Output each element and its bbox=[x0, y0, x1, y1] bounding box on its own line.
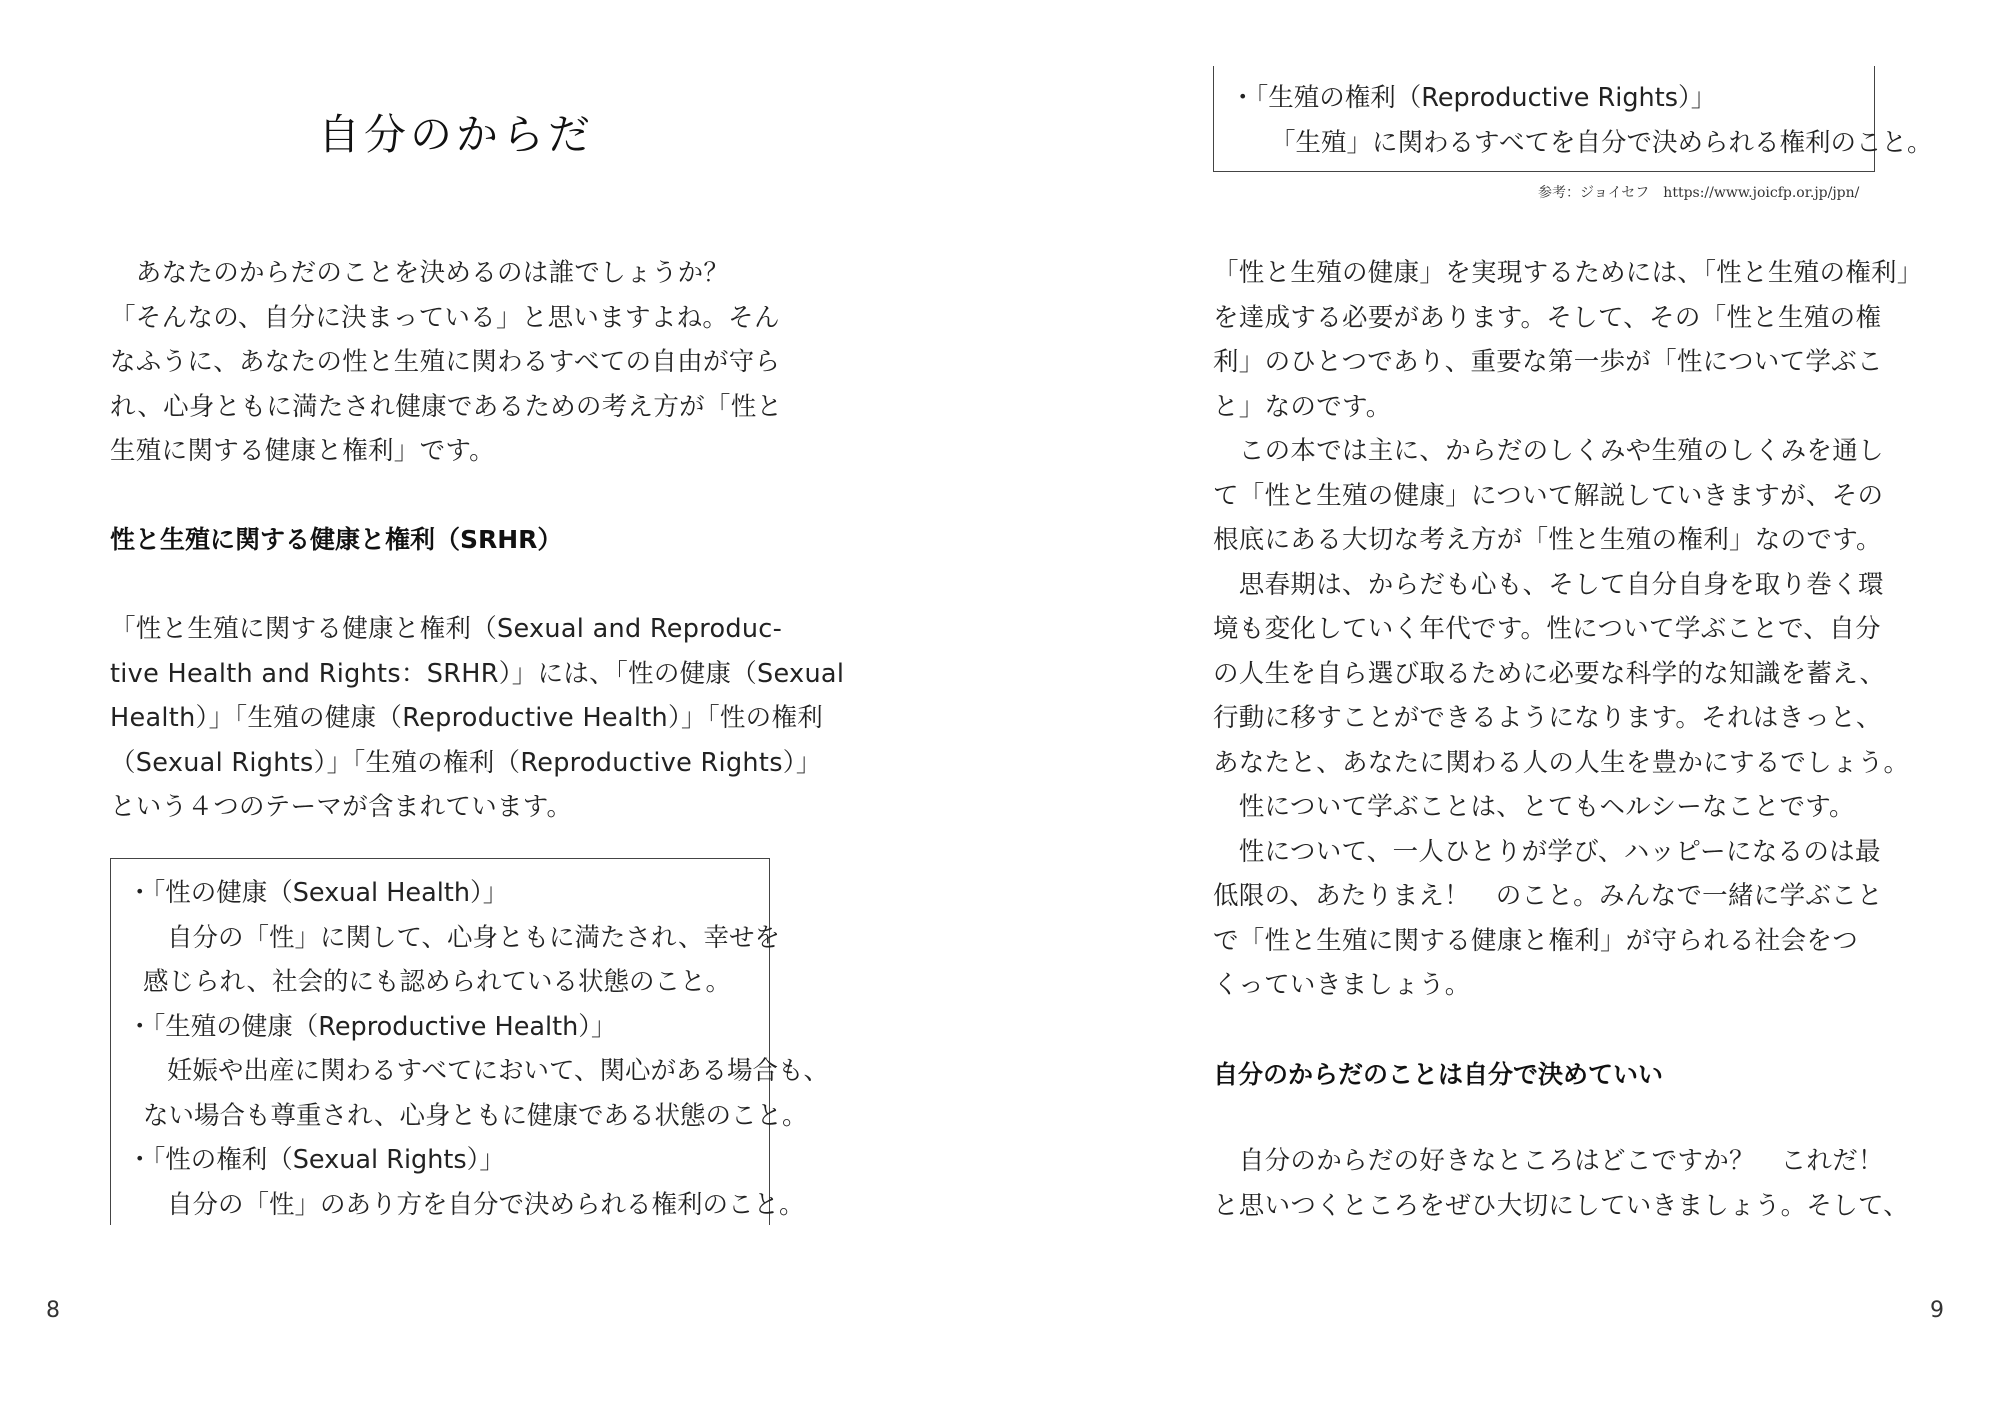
text-line: 行動に移すことができるようになります。それはきっと、 bbox=[1213, 703, 1882, 733]
closing-paragraph bbox=[1213, 1139, 1909, 1228]
text-line: で「性と生殖に関する健康と権利」が守られる社会をつ bbox=[1213, 925, 1859, 956]
definition-title: ・「生殖の権利（Reproductive Rights）」 bbox=[1230, 83, 1717, 113]
text-line: 生殖に関する健康と権利」です。 bbox=[110, 436, 495, 466]
text-line: 境も変化していく年代です。性について学ぶことで、自分 bbox=[1213, 614, 1881, 644]
reference-note: 参考：ジョイセフ https://www.joicfp.or.jp/jpn/ bbox=[1538, 185, 1860, 201]
right-page bbox=[1000, 0, 2000, 1420]
definition-title: ・「性の健康（Sexual Health）」 bbox=[127, 878, 509, 908]
definition-title: ・「生殖の健康（Reproductive Health）」 bbox=[127, 1011, 617, 1042]
text-line: この本では主に、からだのしくみや生殖のしくみを通し bbox=[1213, 436, 1884, 466]
text-line: 根底にある大切な考え方が「性と生殖の権利」なのです。 bbox=[1213, 525, 1882, 555]
intro-paragraph bbox=[110, 251, 782, 474]
definition-box-continued bbox=[1213, 66, 1933, 172]
definition-title: ・「性の権利（Sexual Rights）」 bbox=[127, 1145, 505, 1175]
definition-item bbox=[127, 1005, 829, 1139]
definition-text: 妊娠や出産に関わるすべてにおいて、関心がある場合も、 bbox=[167, 1056, 829, 1086]
main-paragraphs bbox=[1213, 251, 1923, 1008]
text-line: なふうに、あなたの性と生殖に関わるすべての自由が守ら bbox=[110, 347, 781, 377]
text-line: 低限の、あたりまえ！ のこと。みんなで一緒に学ぶこと bbox=[1213, 881, 1883, 911]
section-heading-srhr: 性と生殖に関する健康と権利（SRHR） bbox=[110, 525, 563, 554]
definitions-box bbox=[110, 858, 829, 1225]
text-line: と」なのです。 bbox=[1213, 391, 1392, 422]
definition-text: ない場合も尊重され、心身ともに健康である状態のこと。 bbox=[143, 1100, 808, 1131]
text-line: 「性と生殖の健康」を実現するためには、「性と生殖の権利」 bbox=[1213, 258, 1923, 288]
text-line: 自分のからだの好きなところはどこですか？ これだ！ bbox=[1213, 1146, 1884, 1176]
definition-item bbox=[127, 871, 829, 1005]
srhr-paragraph bbox=[110, 607, 844, 830]
definition-text: 「生殖」に関わるすべてを自分で決められる権利のこと。 bbox=[1270, 127, 1933, 158]
definition-text: 自分の「性」に関して、心身ともに満たされ、幸せを bbox=[167, 922, 781, 953]
text-line: 性について、一人ひとりが学び、ハッピーになるのは最 bbox=[1213, 836, 1881, 867]
definition-item bbox=[1230, 76, 1933, 165]
text-line: と思いつくところをぜひ大切にしていきましょう。そして、 bbox=[1213, 1190, 1910, 1221]
text-line: を達成する必要があります。そして、その「性と生殖の権 bbox=[1213, 302, 1882, 333]
text-line: くっていきましょう。 bbox=[1213, 970, 1471, 1000]
definition-text: 自分の「性」のあり方を自分で決められる権利のこと。 bbox=[167, 1189, 805, 1220]
text-line: 「そんなの、自分に決まっている」と思いますよね。そん bbox=[110, 302, 780, 333]
page-title: 自分のからだ bbox=[318, 110, 595, 159]
text-line: （Sexual Rights）」「生殖の権利（Reproductive Rights）」 bbox=[110, 747, 822, 778]
page-number: 9 bbox=[1930, 1298, 1944, 1323]
text-line: の人生を自ら選び取るために必要な科学的な知識を蓄え、 bbox=[1213, 658, 1886, 689]
page-number: 8 bbox=[46, 1298, 60, 1323]
section-heading-own-body: 自分のからだのことは自分で決めていい bbox=[1213, 1060, 1664, 1089]
text-line: あなたと、あなたに関わる人の人生を豊かにするでしょう。 bbox=[1213, 747, 1910, 778]
text-line: て「性と生殖の健康」について解説していきますが、その bbox=[1213, 480, 1884, 511]
text-line: Health）」「生殖の健康（Reproductive Health）」「性の権利 bbox=[110, 703, 824, 733]
text-line: tive Health and Rights：SRHR）」には、「性の健康（Sexual bbox=[110, 658, 845, 689]
definition-item bbox=[127, 1138, 829, 1227]
definition-text: 感じられ、社会的にも認められている状態のこと。 bbox=[143, 967, 732, 997]
text-line: あなたのからだのことを決めるのは誰でしょうか？ bbox=[110, 258, 730, 288]
text-line: 利」のひとつであり、重要な第一歩が「性について学ぶこ bbox=[1213, 347, 1883, 377]
text-line: れ、心身ともに満たされ健康であるための考え方が「性と bbox=[110, 391, 783, 422]
text-line: 「性と生殖に関する健康と権利（Sexual and Reproduc- bbox=[110, 614, 783, 644]
text-line: 性について学ぶことは、とてもヘルシーなことです。 bbox=[1213, 792, 1855, 822]
text-line: 思春期は、からだも心も、そして自分自身を取り巻く環 bbox=[1213, 569, 1884, 600]
text-line: という４つのテーマが含まれています。 bbox=[110, 792, 573, 822]
